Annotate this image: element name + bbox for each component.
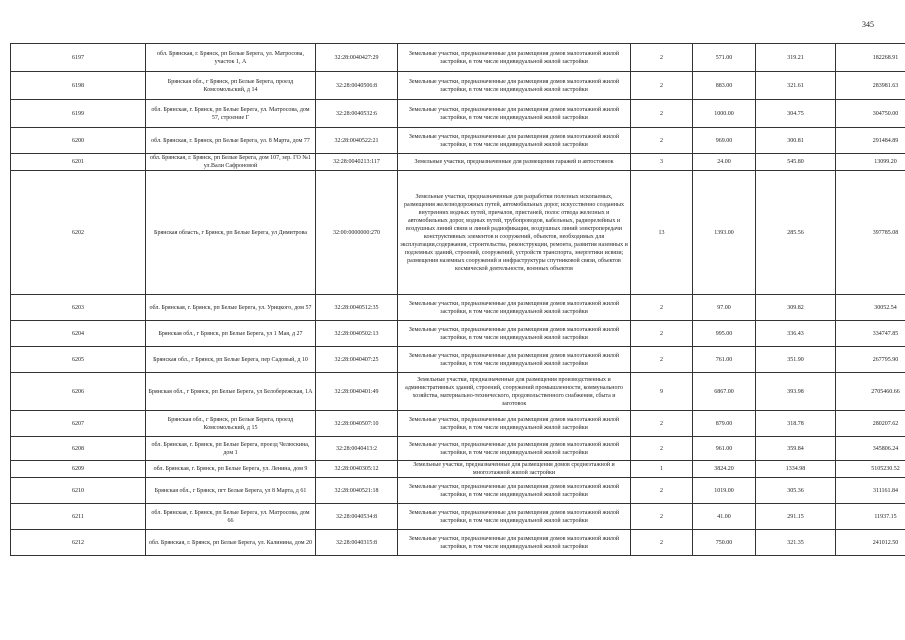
table-row (11, 347, 905, 373)
specific-value-cell: 285.56 (756, 171, 836, 295)
address-cell: Брянская обл., г Брянск, рп Белые Берега, ул Белобережская, 1А (146, 373, 316, 411)
land-use-description-cell: Земельные участки, предназначенные для размещения домов малоэтажной жилой застройки, в том числе индивидуальной жилой застройки (398, 504, 631, 530)
specific-value-cell: 336.43 (756, 321, 836, 347)
address-cell: обл. Брянская, г. Брянск, рп Белые Берега, проезд Челюскина, дом 1 (146, 437, 316, 461)
specific-value-cell: 545.80 (756, 154, 836, 171)
cadastral-number-cell: 32:28:0040427:29 (316, 44, 398, 72)
specific-value-cell: 309.82 (756, 295, 836, 321)
table-row (11, 478, 905, 504)
area-cell: 961.00 (693, 437, 756, 461)
land-use-description-cell: Земельные участки, предназначенные для размещения домов малоэтажной жилой застройки, в том числе индивидуальной жилой застройки (398, 530, 631, 556)
address-cell: Брянская обл., г Брянск, пгт Белые Берега, ул 8 Марта, д 61 (146, 478, 316, 504)
table-body (11, 44, 905, 556)
row-number: 6202 (11, 171, 146, 295)
row-number: 6198 (11, 72, 146, 100)
table-row (11, 411, 905, 437)
address-cell: Брянская область, г Брянск, рп Белые Берега, ул Димитрова (146, 171, 316, 295)
table-row (11, 504, 905, 530)
cadastral-number-cell: 32:28:0040512:35 (316, 295, 398, 321)
use-group-cell: 2 (631, 72, 693, 100)
use-group-cell: 2 (631, 100, 693, 128)
land-use-description-cell: Земельные участки, предназначенные для размещения домов малоэтажной жилой застройки, в том числе индивидуальной жилой застройки (398, 295, 631, 321)
land-use-description-cell: Земельные участки, предназначенные для размещения домов малоэтажной жилой застройки, в том числе индивидуальной жилой застройки (398, 100, 631, 128)
cadastral-number-cell: 32:28:0040532:6 (316, 100, 398, 128)
row-number: 6200 (11, 128, 146, 154)
land-use-description-cell: Земельные участки, предназначенные для размещения домов среднеэтажной и многоэтажной жилой застройки (398, 461, 631, 478)
table-row (11, 437, 905, 461)
area-cell: 761.00 (693, 347, 756, 373)
specific-value-cell: 319.21 (756, 44, 836, 72)
address-cell: обл. Брянская, г. Брянск, рп Белые Берега, дом 107, зер. ГО №1 ул.Вали Сафроновой (146, 154, 316, 171)
specific-value-cell: 393.98 (756, 373, 836, 411)
use-group-cell: 1 (631, 461, 693, 478)
specific-value-cell: 321.61 (756, 72, 836, 100)
use-group-cell: 2 (631, 295, 693, 321)
table-row (11, 44, 905, 72)
specific-value-cell: 359.84 (756, 437, 836, 461)
area-cell: 995.00 (693, 321, 756, 347)
row-number: 6210 (11, 478, 146, 504)
row-number: 6205 (11, 347, 146, 373)
land-use-description-cell: Земельные участки, предназначенные для размещения домов малоэтажной жилой застройки, в том числе индивидуальной жилой застройки (398, 44, 631, 72)
table-row (11, 461, 905, 478)
cadastral-number-cell: 32:28:0040305:12 (316, 461, 398, 478)
specific-value-cell: 321.35 (756, 530, 836, 556)
address-cell: Брянская обл., г Брянск, рп Белые Берега, проезд Комсомольский, д 14 (146, 72, 316, 100)
land-use-description-cell: Земельные участки, предназначенные для размещения домов малоэтажной жилой застройки, в том числе индивидуальной жилой застройки (398, 437, 631, 461)
cadastral-number-cell: 32:28:0040522:21 (316, 128, 398, 154)
cadastral-number-cell: 32:28:0040507:10 (316, 411, 398, 437)
cadastral-value-cell: 241012.50 (836, 530, 905, 556)
cadastral-value-cell: 304750.00 (836, 100, 905, 128)
use-group-cell: 13 (631, 171, 693, 295)
cadastral-value-cell: 311161.84 (836, 478, 905, 504)
table-row (11, 373, 905, 411)
use-group-cell: 2 (631, 530, 693, 556)
cadastral-number-cell: 32:28:0040506:8 (316, 72, 398, 100)
address-cell: обл. Брянская, г. Брянск, рп Белые Берега, ул. Матросова, дом 66 (146, 504, 316, 530)
specific-value-cell: 291.15 (756, 504, 836, 530)
cadastral-number-cell: 32:28:0040521:18 (316, 478, 398, 504)
use-group-cell: 2 (631, 321, 693, 347)
use-group-cell: 9 (631, 373, 693, 411)
use-group-cell: 2 (631, 411, 693, 437)
area-cell: 969.00 (693, 128, 756, 154)
use-group-cell: 3 (631, 154, 693, 171)
row-number: 6211 (11, 504, 146, 530)
area-cell: 6867.00 (693, 373, 756, 411)
land-use-description-cell: Земельные участки, предназначенные для разработки полезных ископаемых, размещения железнодорожных путей, автомобильных дорог, искусственно созданных внутренних водных путей, причалов, пристаней, полос отвода железных и автомобильных дорог, водных путей, трубопроводов, кабельных, радиорелейных и воздушных линий связи и линий радиофикации, воздушных линий электропередачи конструктивных элементов и сооружений, объектов, необходимых для эксплуатации,содержания, строительства, реконструкции, ремонта, развития наземных и подземных зданий, строений, сооружений, устройств транспорта, энергетики исвязи; размещения наземных сооружений и инфраструктуры спутниковой связи, объектов космической деятельности, военных объектов (398, 171, 631, 295)
cadastral-value-cell: 283981.63 (836, 72, 905, 100)
row-number: 6201 (11, 154, 146, 171)
address-cell: Брянская обл., г Брянск, рп Белые Берега, ул 1 Мая, д 27 (146, 321, 316, 347)
cadastral-value-table (10, 43, 905, 556)
use-group-cell: 2 (631, 504, 693, 530)
area-cell: 879.00 (693, 411, 756, 437)
table-row (11, 295, 905, 321)
area-cell: 97.00 (693, 295, 756, 321)
area-cell: 1019.00 (693, 478, 756, 504)
cadastral-value-cell: 2705460.66 (836, 373, 905, 411)
use-group-cell: 2 (631, 44, 693, 72)
area-cell: 41.00 (693, 504, 756, 530)
row-number: 6204 (11, 321, 146, 347)
land-use-description-cell: Земельные участки, предназначенные для размещения домов малоэтажной жилой застройки, в том числе индивидуальной жилой застройки (398, 478, 631, 504)
land-use-description-cell: Земельные участки, предназначенные для размещения гаражей и автостоянок (398, 154, 631, 171)
cadastral-number-cell: 32:28:0040315:8 (316, 530, 398, 556)
table-row (11, 72, 905, 100)
address-cell: обл. Брянская, г. Брянск, рп Белые Берега, ул. 8 Марта, дом 77 (146, 128, 316, 154)
address-cell: обл. Брянская, г. Брянск, рп Белые Берега, ул. Ленина, дом 9 (146, 461, 316, 478)
area-cell: 883.00 (693, 72, 756, 100)
cadastral-value-cell: 267795.90 (836, 347, 905, 373)
land-use-description-cell: Земельные участки, предназначенные для размещения производственных и административных зданий, строений, сооружений промышленности, коммунального хозяйства, материально-технического, продовольственного снабжения, сбыта и заготовок (398, 373, 631, 411)
cadastral-value-cell: 5105230.52 (836, 461, 905, 478)
address-cell: обл. Брянская, г. Брянск, рп Белые Берега, ул. Урицкого, дом 57 (146, 295, 316, 321)
area-cell: 24.00 (693, 154, 756, 171)
address-cell: обл. Брянская, г. Брянск, рп Белые Берега, ул. Калинина, дом 20 (146, 530, 316, 556)
cadastral-value-cell: 182268.91 (836, 44, 905, 72)
address-cell: Брянская обл., г Брянск, рп Белые Берега, проезд Комсомольский, д 15 (146, 411, 316, 437)
row-number: 6203 (11, 295, 146, 321)
land-use-description-cell: Земельные участки, предназначенные для размещения домов малоэтажной жилой застройки, в том числе индивидуальной жилой застройки (398, 72, 631, 100)
address-cell: обл. Брянская, г. Брянск, рп Белые Берега, ул. Матросова, дом 57, строение Г (146, 100, 316, 128)
specific-value-cell: 318.78 (756, 411, 836, 437)
cadastral-number-cell: 32:28:0040401:49 (316, 373, 398, 411)
area-cell: 1393.00 (693, 171, 756, 295)
row-number: 6209 (11, 461, 146, 478)
area-cell: 750.00 (693, 530, 756, 556)
use-group-cell: 2 (631, 347, 693, 373)
page-number: 345 (862, 20, 874, 29)
specific-value-cell: 305.36 (756, 478, 836, 504)
land-use-description-cell: Земельные участки, предназначенные для размещения домов малоэтажной жилой застройки, в том числе индивидуальной жилой застройки (398, 411, 631, 437)
cadastral-number-cell: 32:28:0040534:8 (316, 504, 398, 530)
area-cell: 3824.20 (693, 461, 756, 478)
cadastral-value-cell: 13099.20 (836, 154, 905, 171)
specific-value-cell: 304.75 (756, 100, 836, 128)
cadastral-number-cell: 32:28:0040502:13 (316, 321, 398, 347)
land-use-description-cell: Земельные участки, предназначенные для размещения домов малоэтажной жилой застройки, в том числе индивидуальной жилой застройки (398, 128, 631, 154)
address-cell: Брянская обл., г Брянск, рп Белые Берега, пер Садовый, д 10 (146, 347, 316, 373)
specific-value-cell: 300.81 (756, 128, 836, 154)
cadastral-number-cell: 32:00:0000000:270 (316, 171, 398, 295)
use-group-cell: 2 (631, 437, 693, 461)
row-number: 6206 (11, 373, 146, 411)
table-row (11, 100, 905, 128)
use-group-cell: 2 (631, 478, 693, 504)
cadastral-value-cell: 345806.24 (836, 437, 905, 461)
land-use-description-cell: Земельные участки, предназначенные для размещения домов малоэтажной жилой застройки, в том числе индивидуальной жилой застройки (398, 347, 631, 373)
specific-value-cell: 351.90 (756, 347, 836, 373)
cadastral-value-cell: 30052.54 (836, 295, 905, 321)
use-group-cell: 2 (631, 128, 693, 154)
table-row (11, 154, 905, 171)
row-number: 6207 (11, 411, 146, 437)
cadastral-value-cell: 397785.08 (836, 171, 905, 295)
cadastral-value-cell: 334747.85 (836, 321, 905, 347)
area-cell: 1000.00 (693, 100, 756, 128)
table-row (11, 530, 905, 556)
area-cell: 571.00 (693, 44, 756, 72)
specific-value-cell: 1334.98 (756, 461, 836, 478)
row-number: 6197 (11, 44, 146, 72)
table-row (11, 128, 905, 154)
cadastral-number-cell: 32:28:0040407:25 (316, 347, 398, 373)
row-number: 6208 (11, 437, 146, 461)
row-number: 6212 (11, 530, 146, 556)
cadastral-number-cell: 32:28:0040213:117 (316, 154, 398, 171)
cadastral-value-cell: 280207.62 (836, 411, 905, 437)
land-use-description-cell: Земельные участки, предназначенные для размещения домов малоэтажной жилой застройки, в том числе индивидуальной жилой застройки (398, 321, 631, 347)
row-number: 6199 (11, 100, 146, 128)
cadastral-value-cell: 291484.89 (836, 128, 905, 154)
cadastral-value-cell: 11937.15 (836, 504, 905, 530)
cadastral-number-cell: 32:28:0040413:2 (316, 437, 398, 461)
table-row (11, 171, 905, 295)
table-row (11, 321, 905, 347)
address-cell: обл. Брянская, г. Брянск, рп Белые Берега, ул. Матросова, участок 1, А (146, 44, 316, 72)
